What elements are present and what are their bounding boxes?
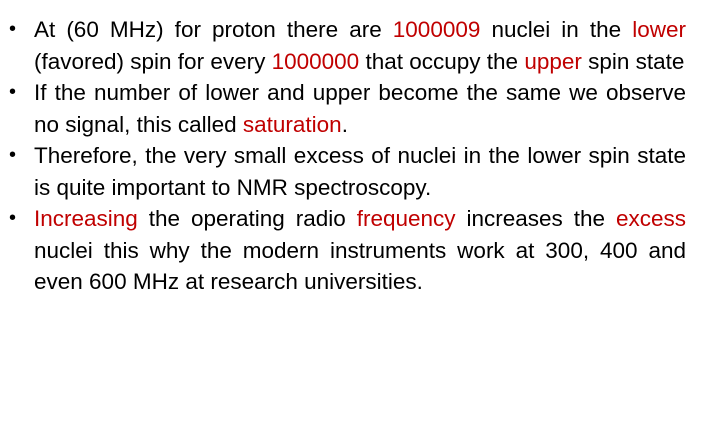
highlight-segment: lower: [632, 17, 686, 42]
text-segment: .: [341, 111, 348, 137]
highlight-segment: frequency: [356, 206, 456, 231]
text-segment: that occupy the: [359, 48, 525, 74]
text-segment: Therefore, the very small excess of nuclei in the lower spin state is quite important to NMR spectroscopy.: [34, 143, 686, 200]
bullet-item: [0, 14, 686, 77]
highlight-segment: Increasing: [34, 206, 138, 231]
bullet-dot-icon: •: [9, 81, 17, 103]
text-segment: the operating radio: [137, 206, 357, 231]
highlight-segment: 1000009: [392, 17, 481, 42]
highlight-segment: upper: [524, 48, 582, 74]
text-segment: (favored) spin for every: [34, 48, 272, 74]
text-segment: If the number of lower and upper become the same we observe no signal, this called: [34, 80, 686, 137]
bullet-dot-icon: •: [9, 18, 17, 40]
highlight-segment: saturation: [242, 111, 342, 137]
bullet-item: [0, 77, 686, 140]
bullet-item: [0, 140, 686, 203]
bullet-dot-icon: •: [9, 207, 17, 229]
bullet-list: [0, 14, 686, 298]
bullet-item: [0, 203, 686, 298]
text-segment: nuclei in the: [480, 17, 633, 42]
text-segment: nuclei this why the modern instruments work at 300, 400 and even 600 MHz at research universities.: [34, 237, 686, 294]
highlight-segment: 1000000: [271, 48, 360, 74]
text-segment: increases the: [455, 206, 616, 231]
bullet-dot-icon: •: [9, 144, 17, 166]
text-segment: spin state: [581, 48, 685, 74]
highlight-segment: excess: [615, 206, 687, 231]
text-segment: At (60 MHz) for proton there are: [34, 17, 393, 42]
